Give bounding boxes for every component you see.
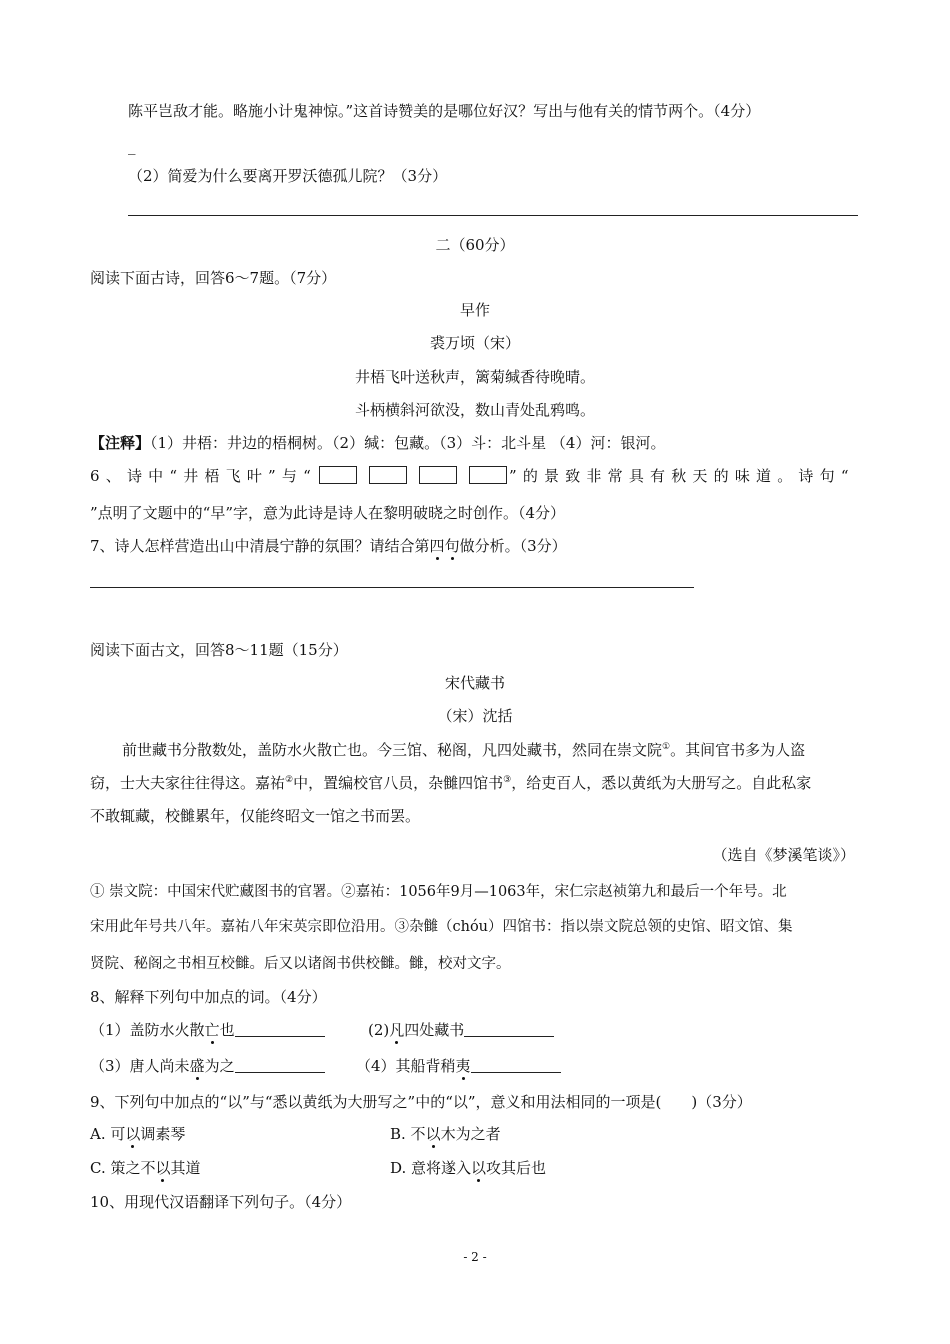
q8-text: （3）唐人尚未 <box>90 1057 190 1075</box>
prose-text: 。其间官书多为人盗 <box>670 741 806 759</box>
q6-part-2: ”的景致非常具有秋天的味道。诗句“ <box>508 467 855 485</box>
q8-dotted-word: 夷 <box>455 1057 471 1075</box>
poem-line-1: 井梧飞叶送秋声，篱菊缄香待晚晴。 <box>354 368 595 386</box>
q9-text: 木为之者 <box>440 1125 501 1143</box>
q9-dotted-word: 以 <box>471 1159 487 1177</box>
answer-box[interactable] <box>419 466 457 484</box>
q8-dotted-word: 凡 <box>389 1021 405 1039</box>
q9-dotted-word: 以 <box>155 1159 171 1177</box>
q9-text: D. 意将遂入 <box>390 1159 472 1177</box>
page-number: - 2 - <box>463 1250 487 1264</box>
note-line-3: 贤院、秘阁之书相互校雠。后又以诸阁书供校雠。雠，校对文字。 <box>90 956 511 972</box>
prose-source: （选自《梦溪笔谈》） <box>712 846 855 864</box>
poem-notes <box>90 433 665 453</box>
q9-text: B. 不 <box>390 1125 426 1143</box>
poem-line-2: 斗柄横斜河欲没，数山青处乱鸦鸣。 <box>354 401 595 419</box>
answer-box[interactable] <box>469 466 507 484</box>
prose-line-1 <box>122 740 805 760</box>
prose-text: 中，置编校官八员，杂雠四馆书 <box>293 774 504 792</box>
prose-text: ，给吏百人，悉以黄纸为大册写之。自此私家 <box>511 774 812 792</box>
q9-dotted-word: 以 <box>425 1125 441 1143</box>
footnote-marker: ③ <box>503 775 512 785</box>
footnote-marker: ① <box>662 742 671 752</box>
answer-line <box>90 587 694 588</box>
answer-box[interactable] <box>319 466 357 484</box>
q7-dotted-1: 四 <box>429 537 445 555</box>
q8-text: (2) <box>368 1021 390 1039</box>
q8-item-3 <box>90 1056 325 1076</box>
prose-text: 窃，士大夫家往往得这。嘉祐 <box>90 774 286 792</box>
note-line-1: ① 崇文院：中国宋代贮藏图书的官署。②嘉祐：1056年9月—1063年，宋仁宗赵祯第九和最后一个年号。北 <box>90 884 787 900</box>
q8-text: （4）其船背稍 <box>356 1057 456 1075</box>
q8-item-1 <box>90 1020 325 1040</box>
answer-blank[interactable] <box>235 1056 325 1073</box>
poem-title: 早作 <box>459 301 490 319</box>
q6-part-1: 6、诗中“井梧飞叶”与“ <box>90 467 317 485</box>
q8-dotted-word: 盛 <box>189 1057 205 1075</box>
q8-title: 8、解释下列句中加点的词。（4分） <box>90 988 327 1006</box>
q6-line-2: ”点明了文题中的“早”字，意为此诗是诗人在黎明破晓之时创作。（4分） <box>90 504 566 522</box>
footnote-marker: ② <box>285 775 294 785</box>
q9-title: 9、下列句中加点的“以”与“悉以黄纸为大册写之”中的“以”，意义和用法相同的一项是( )（3分） <box>90 1093 752 1111</box>
poem-note-label: 【注释】 <box>90 434 151 452</box>
answer-blank[interactable] <box>464 1020 554 1037</box>
q9-dotted-word: 以 <box>125 1125 141 1143</box>
section-two-heading: 二（60分） <box>435 236 515 254</box>
answer-line <box>128 215 858 216</box>
answer-box[interactable] <box>369 466 407 484</box>
q5-dash: _ <box>128 137 136 155</box>
prose-line-2 <box>90 773 811 793</box>
q9-text: 攻其后也 <box>486 1159 547 1177</box>
prose-author: （宋）沈括 <box>437 707 513 725</box>
poem-author: 裘万顷（宋） <box>429 334 520 352</box>
q8-item-2 <box>368 1020 554 1040</box>
q8-item-4 <box>356 1056 561 1076</box>
q7-dotted-2: 句 <box>444 537 460 555</box>
q9-option-b[interactable] <box>390 1124 501 1144</box>
q10-title: 10、用现代汉语翻译下列句子。（4分） <box>90 1193 352 1211</box>
q8-dotted-word: 亡 <box>204 1021 220 1039</box>
q9-option-c[interactable] <box>90 1158 201 1178</box>
q9-text: 其道 <box>170 1159 201 1177</box>
q7-before: 7、诗人怎样营造出山中清晨宁静的氛围？请结合第 <box>90 537 430 555</box>
q9-text: 调素琴 <box>140 1125 186 1143</box>
q9-text: C. 策之不 <box>90 1159 156 1177</box>
q6-line-1 <box>90 466 855 486</box>
q7-after: 做分析。（3分） <box>459 537 567 555</box>
note-line-2: 宋用此年号共八年。嘉祐八年宋英宗即位沿用。③杂雠（chóu）四馆书：指以崇文院总领的史馆、昭文馆、集 <box>90 919 793 935</box>
q9-option-a[interactable] <box>90 1124 185 1144</box>
q7-text <box>90 536 567 556</box>
answer-blank[interactable] <box>471 1056 561 1073</box>
q9-option-d[interactable] <box>390 1158 546 1178</box>
prose-intro: 阅读下面古文，回答8～11题（15分） <box>90 641 348 659</box>
q8-text: （1）盖防水火散 <box>90 1021 205 1039</box>
q8-text: 为之 <box>204 1057 235 1075</box>
poem-note-text: （1）井梧：井边的梧桐树。（2）缄：包藏。（3）斗：北斗星 （4）河：银河。 <box>150 434 666 452</box>
answer-blank[interactable] <box>235 1020 325 1037</box>
q8-text: 也 <box>219 1021 235 1039</box>
q5-2-text: （2）简爱为什么要离开罗沃德孤儿院？（3分） <box>128 167 448 185</box>
prose-text: 前世藏书分散数处，盖防水火散亡也。今三馆、秘阁，凡四处藏书，然同在崇文院 <box>122 741 663 759</box>
poem-intro: 阅读下面古诗，回答6～7题。（7分） <box>90 269 337 287</box>
prose-line-3: 不敢辄藏，校雠累年，仅能终昭文一馆之书而罢。 <box>90 807 421 825</box>
q5-1-text: 陈平岂敌才能。略施小计鬼神惊。”这首诗赞美的是哪位好汉？写出与他有关的情节两个。（4分） <box>128 102 761 120</box>
q8-text: 四处藏书 <box>404 1021 465 1039</box>
q9-text: A. 可 <box>90 1125 126 1143</box>
prose-title: 宋代藏书 <box>444 674 505 692</box>
